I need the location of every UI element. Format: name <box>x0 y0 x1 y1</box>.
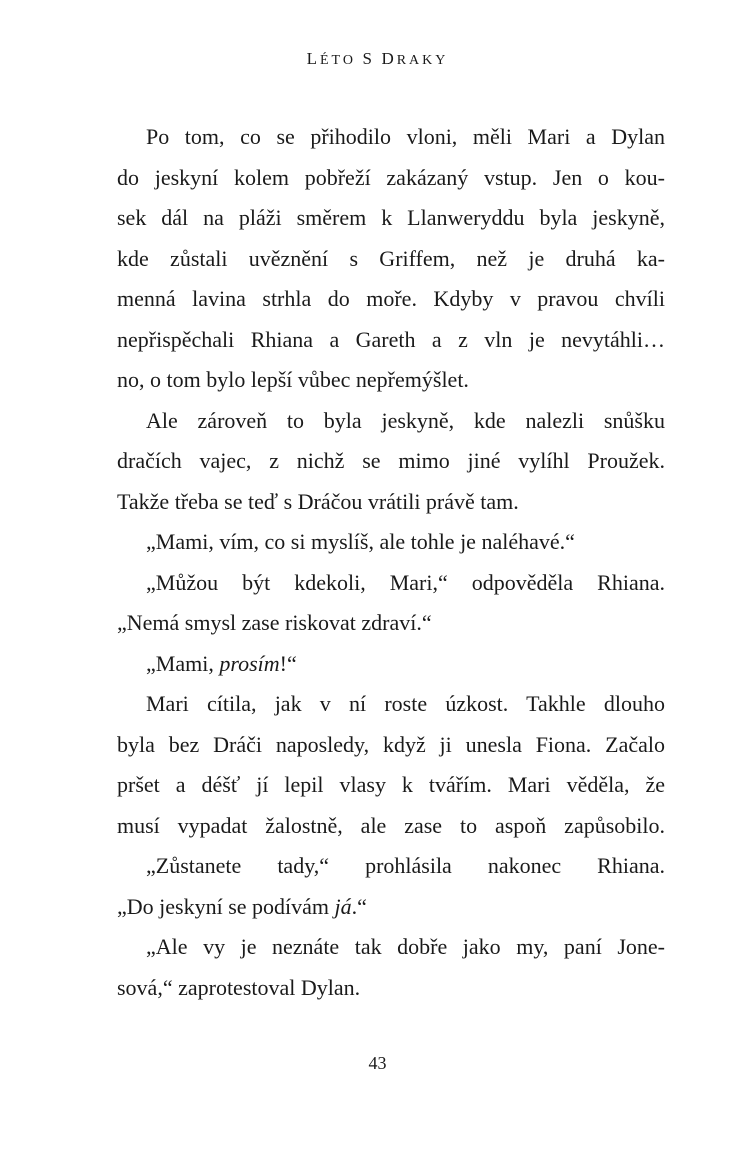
header-rest: RAKY <box>396 53 449 68</box>
text-segment: „Do jeskyní se podívám <box>117 893 335 919</box>
text-line: „Nemá smysl zase riskovat zdraví.“ <box>117 610 432 635</box>
header-initial: D <box>381 49 397 68</box>
text-line: musí vypadat žalostně, ale zase to aspoň zapůsobilo. <box>117 812 665 838</box>
text-line: no, o tom bylo lepší vůbec nepřemýšlet. <box>117 367 469 392</box>
text-line: Ale zároveň to byla jeskyně, kde nalezli snůšku <box>146 407 665 433</box>
text-line: Takže třeba se teď s Dráčou vrátili právě tam. <box>117 488 519 514</box>
text-line: „Mami, vím, co si myslíš, ale tohle je naléhavé.“ <box>146 529 575 554</box>
text-line: pršet a déšť jí lepil vlasy k tvářím. Mari věděla, že <box>117 772 665 797</box>
header-initial: S <box>362 49 375 68</box>
page-number: 43 <box>368 1053 387 1073</box>
text-line: dračích vajec, z nichž se mimo jiné vylíhl Proužek. <box>117 448 665 473</box>
text-line: byla bez Dráči naposledy, když ji unesla Fiona. Začalo <box>117 731 665 757</box>
italic-word: prosím <box>219 650 280 676</box>
text-line: Mari cítila, jak v ní roste úzkost. Takhle dlouho <box>146 691 665 716</box>
text-line: sek dál na pláži směrem k Llanweryddu byla jeskyně, <box>117 205 665 230</box>
text-line: Po tom, co se přihodilo vloni, měli Mari a Dylan <box>146 124 665 149</box>
text-line <box>117 648 665 689</box>
text-line: „Zůstanete tady,“ prohlásila nakonec Rhiana. <box>146 853 665 878</box>
text-line <box>117 891 665 932</box>
body-text <box>117 121 665 1012</box>
header-rest: ÉTO <box>320 53 356 68</box>
text-line: menná lavina strhla do moře. Kdyby v pravou chvíli <box>117 286 665 311</box>
text-line: sová,“ zaprotestoval Dylan. <box>117 974 361 1000</box>
text-line: „Můžou být kdekoli, Mari,“ odpověděla Rhiana. <box>146 569 665 595</box>
text-line: do jeskyní kolem pobřeží zakázaný vstup. Jen o kou- <box>117 164 665 190</box>
text-line: nepřispěchali Rhiana a Gareth a z vln je nevytáhli… <box>117 326 665 352</box>
text-segment: „Mami, <box>146 650 220 676</box>
running-header <box>0 49 755 69</box>
text-line: „Ale vy je neznáte tak dobře jako my, paní Jone- <box>146 934 665 959</box>
text-segment: !“ <box>279 650 297 676</box>
text-segment: .“ <box>351 893 367 919</box>
italic-word: já <box>334 893 352 919</box>
text-line: kde zůstali uvěznění s Griffem, než je druhá ka- <box>117 245 665 271</box>
header-initial: L <box>306 49 320 68</box>
